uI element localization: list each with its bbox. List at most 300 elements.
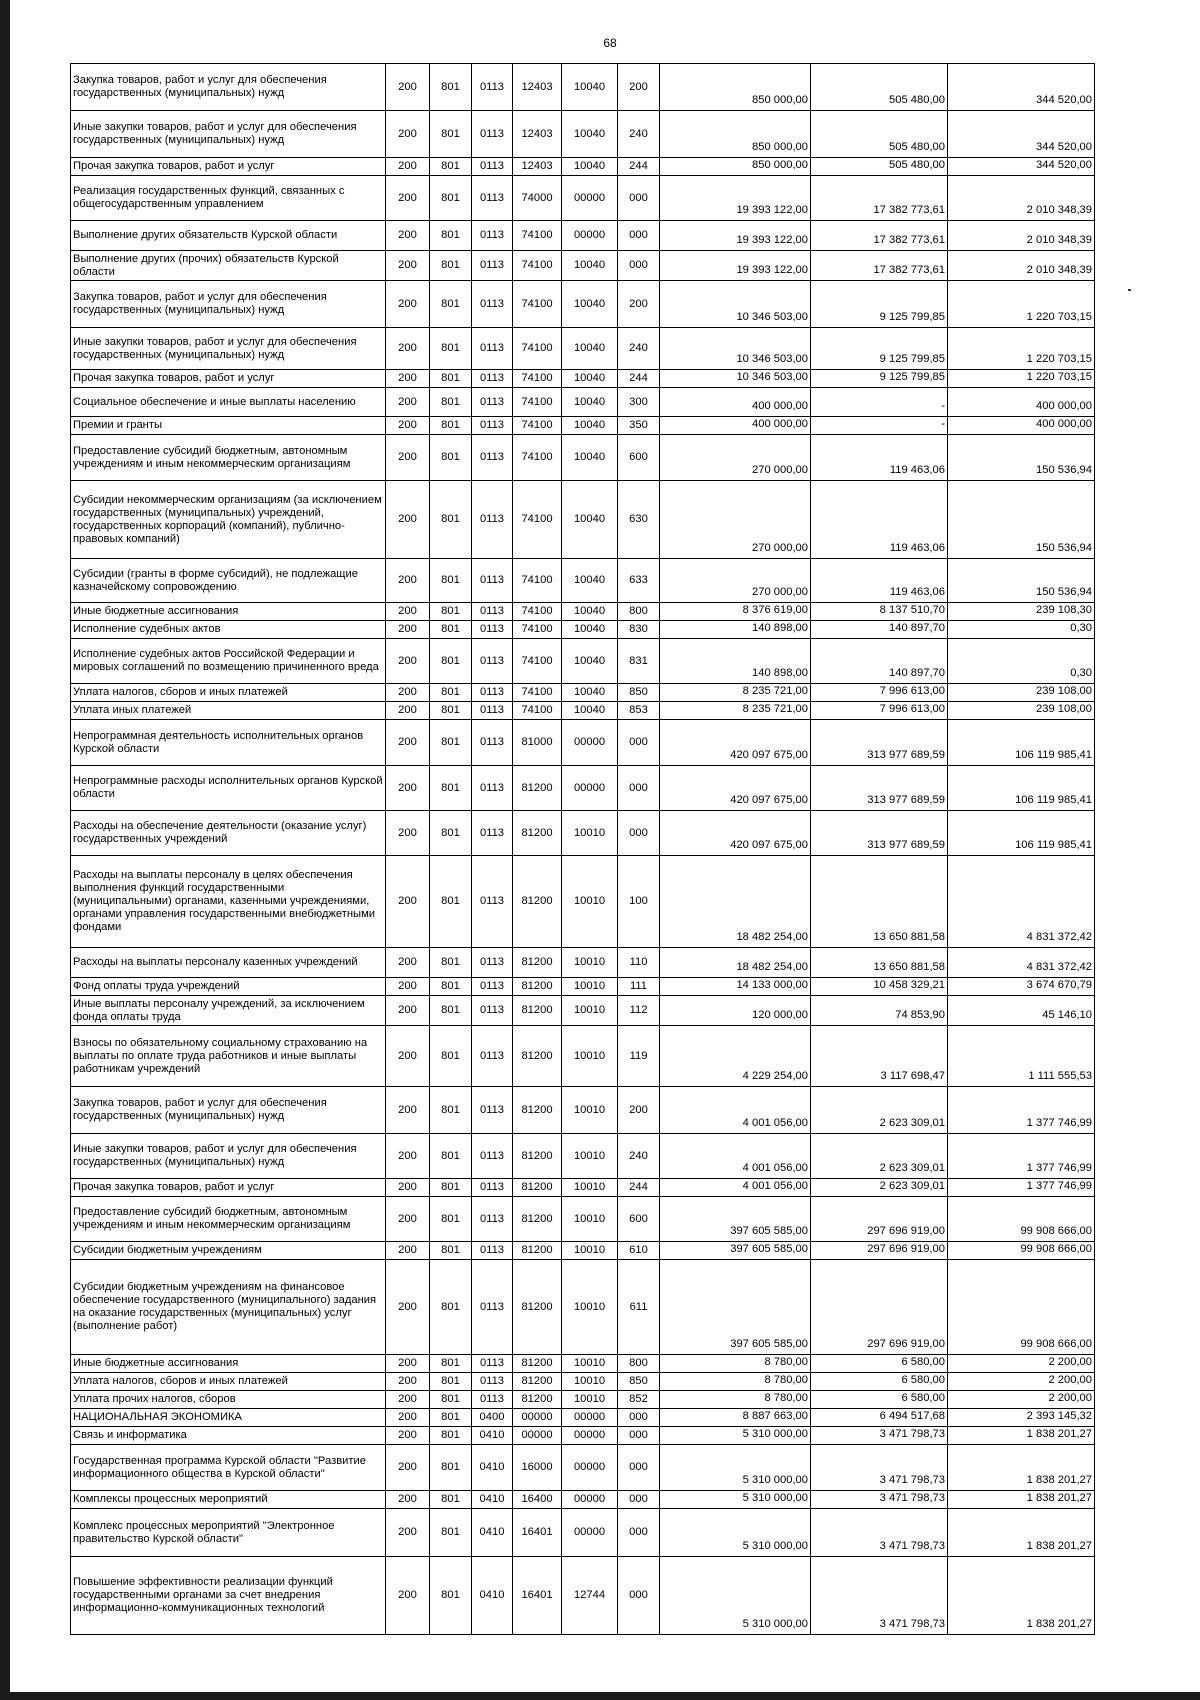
cell-expense-type-code: 350: [618, 417, 660, 435]
cell-section-code: 801: [430, 1509, 472, 1557]
cell-remaining-amount: 4 831 372,42: [948, 856, 1095, 948]
cell-remaining-amount: 99 908 666,00: [948, 1242, 1095, 1260]
cell-program-code: 12403: [513, 111, 562, 158]
cell-program-code: 81200: [513, 1391, 562, 1409]
cell-direction-code: 00000: [562, 1409, 618, 1427]
cell-section-code: 801: [430, 1242, 472, 1260]
cell-subsection-code: 0113: [472, 388, 513, 417]
table-row: [71, 1087, 1095, 1134]
cell-planned-amount: 4 001 056,00: [660, 1179, 811, 1197]
table-row: [71, 251, 1095, 281]
cell-name: Расходы на обеспечение деятельности (оказание услуг) государственных учреждений: [71, 811, 386, 856]
cell-name: Уплата иных платежей: [71, 702, 386, 720]
cell-program-code: 81200: [513, 1134, 562, 1179]
cell-program-code: 81200: [513, 1197, 562, 1242]
cell-direction-code: 10040: [562, 251, 618, 281]
cell-expense-type-code: 000: [618, 1427, 660, 1445]
cell-planned-amount: 397 605 585,00: [660, 1260, 811, 1355]
cell-planned-amount: 19 393 122,00: [660, 251, 811, 281]
table-row: [71, 603, 1095, 621]
cell-planned-amount: 397 605 585,00: [660, 1242, 811, 1260]
table-row: [71, 1134, 1095, 1179]
cell-direction-code: 10040: [562, 328, 618, 370]
cell-ved-code: 200: [386, 1391, 430, 1409]
table-row: [71, 978, 1095, 996]
cell-ved-code: 200: [386, 1134, 430, 1179]
cell-subsection-code: 0113: [472, 64, 513, 111]
cell-expense-type-code: 850: [618, 1373, 660, 1391]
table-row: [71, 1491, 1095, 1509]
cell-remaining-amount: 344 520,00: [948, 111, 1095, 158]
cell-subsection-code: 0113: [472, 1179, 513, 1197]
cell-subsection-code: 0113: [472, 251, 513, 281]
cell-ved-code: 200: [386, 1260, 430, 1355]
cell-remaining-amount: 239 108,00: [948, 684, 1095, 702]
cell-subsection-code: 0113: [472, 1355, 513, 1373]
table-row: [71, 435, 1095, 481]
cell-direction-code: 00000: [562, 1491, 618, 1509]
cell-remaining-amount: 1 838 201,27: [948, 1491, 1095, 1509]
cell-remaining-amount: 239 108,00: [948, 702, 1095, 720]
table-row: [71, 766, 1095, 811]
cell-planned-amount: 120 000,00: [660, 996, 811, 1026]
cell-direction-code: 00000: [562, 1445, 618, 1491]
cell-section-code: 801: [430, 559, 472, 603]
cell-direction-code: 10010: [562, 996, 618, 1026]
cell-executed-amount: 119 463,06: [811, 435, 948, 481]
cell-name: Субсидии бюджетным учреждениям на финансовое обеспечение государственного (муниципального) задания на оказание государственных (муниципальных) услуг (выполнение работ): [71, 1260, 386, 1355]
cell-expense-type-code: 300: [618, 388, 660, 417]
table-row: [71, 559, 1095, 603]
cell-remaining-amount: 106 119 985,41: [948, 766, 1095, 811]
cell-subsection-code: 0113: [472, 281, 513, 328]
cell-program-code: 81200: [513, 811, 562, 856]
cell-ved-code: 200: [386, 978, 430, 996]
cell-direction-code: 10040: [562, 621, 618, 639]
cell-direction-code: 10040: [562, 417, 618, 435]
cell-section-code: 801: [430, 158, 472, 176]
cell-expense-type-code: 611: [618, 1260, 660, 1355]
cell-section-code: 801: [430, 1260, 472, 1355]
table-row: [71, 1260, 1095, 1355]
table-row: [71, 328, 1095, 370]
cell-executed-amount: 13 650 881,58: [811, 856, 948, 948]
cell-expense-type-code: 244: [618, 1179, 660, 1197]
cell-name: Расходы на выплаты персоналу казенных учреждений: [71, 948, 386, 978]
cell-program-code: 74100: [513, 481, 562, 559]
cell-section-code: 801: [430, 621, 472, 639]
table-row: [71, 1355, 1095, 1373]
cell-subsection-code: 0113: [472, 559, 513, 603]
cell-name: Повышение эффективности реализации функций государственными органами за счет внедрения информационно-коммуникационных технологий: [71, 1557, 386, 1635]
cell-program-code: 74100: [513, 603, 562, 621]
cell-section-code: 801: [430, 1179, 472, 1197]
cell-executed-amount: 6 580,00: [811, 1373, 948, 1391]
table-row: [71, 1373, 1095, 1391]
cell-executed-amount: 2 623 309,01: [811, 1134, 948, 1179]
cell-name: Выполнение других (прочих) обязательств Курской области: [71, 251, 386, 281]
cell-expense-type-code: 119: [618, 1026, 660, 1087]
cell-program-code: 81200: [513, 978, 562, 996]
cell-subsection-code: 0113: [472, 684, 513, 702]
cell-section-code: 801: [430, 1557, 472, 1635]
cell-remaining-amount: 150 536,94: [948, 559, 1095, 603]
cell-ved-code: 200: [386, 996, 430, 1026]
cell-name: Уплата налогов, сборов и иных платежей: [71, 684, 386, 702]
cell-expense-type-code: 200: [618, 1087, 660, 1134]
cell-ved-code: 200: [386, 370, 430, 388]
cell-section-code: 801: [430, 978, 472, 996]
cell-name: Реализация государственных функций, связанных с общегосударственным управлением: [71, 176, 386, 221]
cell-subsection-code: 0113: [472, 1260, 513, 1355]
cell-direction-code: 00000: [562, 221, 618, 251]
cell-subsection-code: 0113: [472, 1134, 513, 1179]
cell-program-code: 16400: [513, 1491, 562, 1509]
cell-executed-amount: 17 382 773,61: [811, 176, 948, 221]
cell-section-code: 801: [430, 948, 472, 978]
cell-program-code: 81200: [513, 1355, 562, 1373]
cell-direction-code: 10010: [562, 1260, 618, 1355]
cell-program-code: 00000: [513, 1409, 562, 1427]
cell-name: Комплекс процессных мероприятий "Электронное правительство Курской области": [71, 1509, 386, 1557]
cell-ved-code: 200: [386, 1445, 430, 1491]
cell-ved-code: 200: [386, 766, 430, 811]
cell-section-code: 801: [430, 1427, 472, 1445]
cell-section-code: 801: [430, 435, 472, 481]
cell-expense-type-code: 111: [618, 978, 660, 996]
cell-expense-type-code: 000: [618, 1557, 660, 1635]
cell-program-code: 81000: [513, 720, 562, 766]
cell-planned-amount: 270 000,00: [660, 435, 811, 481]
cell-executed-amount: 119 463,06: [811, 481, 948, 559]
cell-section-code: 801: [430, 1409, 472, 1427]
cell-remaining-amount: 150 536,94: [948, 481, 1095, 559]
cell-name: Уплата налогов, сборов и иных платежей: [71, 1373, 386, 1391]
cell-direction-code: 10040: [562, 603, 618, 621]
cell-ved-code: 200: [386, 435, 430, 481]
table-row: [71, 1391, 1095, 1409]
cell-section-code: 801: [430, 251, 472, 281]
cell-direction-code: 10010: [562, 811, 618, 856]
cell-remaining-amount: 2 010 348,39: [948, 221, 1095, 251]
cell-direction-code: 10040: [562, 370, 618, 388]
cell-ved-code: 200: [386, 328, 430, 370]
cell-program-code: 81200: [513, 766, 562, 811]
cell-direction-code: 10010: [562, 1197, 618, 1242]
cell-ved-code: 200: [386, 1355, 430, 1373]
cell-planned-amount: 4 001 056,00: [660, 1087, 811, 1134]
cell-executed-amount: 140 897,70: [811, 639, 948, 684]
cell-executed-amount: 140 897,70: [811, 621, 948, 639]
cell-direction-code: 10040: [562, 702, 618, 720]
cell-expense-type-code: 000: [618, 811, 660, 856]
cell-executed-amount: 17 382 773,61: [811, 251, 948, 281]
cell-executed-amount: 9 125 799,85: [811, 281, 948, 328]
cell-planned-amount: 140 898,00: [660, 639, 811, 684]
table-row: [71, 1557, 1095, 1635]
cell-name: Социальное обеспечение и иные выплаты населению: [71, 388, 386, 417]
cell-program-code: 81200: [513, 1179, 562, 1197]
cell-section-code: 801: [430, 603, 472, 621]
cell-remaining-amount: 1 838 201,27: [948, 1509, 1095, 1557]
cell-subsection-code: 0113: [472, 1391, 513, 1409]
cell-expense-type-code: 000: [618, 766, 660, 811]
cell-remaining-amount: 344 520,00: [948, 158, 1095, 176]
cell-subsection-code: 0113: [472, 1026, 513, 1087]
cell-expense-type-code: 000: [618, 176, 660, 221]
cell-ved-code: 200: [386, 481, 430, 559]
cell-executed-amount: 3 471 798,73: [811, 1491, 948, 1509]
cell-planned-amount: 18 482 254,00: [660, 856, 811, 948]
cell-name: Взносы по обязательному социальному страхованию на выплаты по оплате труда работников и иные выплаты работникам учреждений: [71, 1026, 386, 1087]
cell-name: Иные бюджетные ассигнования: [71, 603, 386, 621]
cell-expense-type-code: 600: [618, 435, 660, 481]
cell-remaining-amount: 2 200,00: [948, 1373, 1095, 1391]
table-row: [71, 281, 1095, 328]
cell-expense-type-code: 200: [618, 281, 660, 328]
table-row: [71, 996, 1095, 1026]
cell-program-code: 81200: [513, 996, 562, 1026]
cell-section-code: 801: [430, 1197, 472, 1242]
cell-planned-amount: 5 310 000,00: [660, 1491, 811, 1509]
cell-expense-type-code: 240: [618, 328, 660, 370]
table-row: [71, 221, 1095, 251]
cell-subsection-code: 0113: [472, 1087, 513, 1134]
cell-ved-code: 200: [386, 856, 430, 948]
cell-planned-amount: 4 229 254,00: [660, 1026, 811, 1087]
cell-section-code: 801: [430, 639, 472, 684]
cell-planned-amount: 850 000,00: [660, 64, 811, 111]
cell-program-code: 81200: [513, 1260, 562, 1355]
cell-executed-amount: 17 382 773,61: [811, 221, 948, 251]
cell-program-code: 81200: [513, 1373, 562, 1391]
table-row: [71, 1445, 1095, 1491]
cell-planned-amount: 8 780,00: [660, 1391, 811, 1409]
cell-section-code: 801: [430, 481, 472, 559]
cell-remaining-amount: 1 377 746,99: [948, 1087, 1095, 1134]
cell-remaining-amount: 1 377 746,99: [948, 1179, 1095, 1197]
cell-section-code: 801: [430, 684, 472, 702]
cell-executed-amount: 74 853,90: [811, 996, 948, 1026]
cell-executed-amount: 2 623 309,01: [811, 1087, 948, 1134]
cell-expense-type-code: 000: [618, 720, 660, 766]
cell-remaining-amount: 2 010 348,39: [948, 251, 1095, 281]
table-row: [71, 948, 1095, 978]
table-row: [71, 111, 1095, 158]
cell-executed-amount: 297 696 919,00: [811, 1260, 948, 1355]
cell-planned-amount: 8 376 619,00: [660, 603, 811, 621]
table-row: [71, 64, 1095, 111]
page-number: 68: [603, 36, 617, 50]
cell-subsection-code: 0410: [472, 1491, 513, 1509]
cell-ved-code: 200: [386, 603, 430, 621]
cell-direction-code: 10010: [562, 1242, 618, 1260]
cell-expense-type-code: 112: [618, 996, 660, 1026]
cell-direction-code: 10040: [562, 559, 618, 603]
cell-name: Субсидии некоммерческим организациям (за исключением государственных (муниципальных) учреждений, государственных корпораций (компаний), публично-правовых компаний): [71, 481, 386, 559]
cell-direction-code: 00000: [562, 720, 618, 766]
cell-executed-amount: 6 494 517,68: [811, 1409, 948, 1427]
cell-remaining-amount: 106 119 985,41: [948, 720, 1095, 766]
cell-subsection-code: 0113: [472, 417, 513, 435]
table-row: [71, 856, 1095, 948]
cell-ved-code: 200: [386, 639, 430, 684]
table-row: [71, 1409, 1095, 1427]
cell-ved-code: 200: [386, 559, 430, 603]
cell-section-code: 801: [430, 996, 472, 1026]
cell-name: Фонд оплаты труда учреждений: [71, 978, 386, 996]
cell-subsection-code: 0113: [472, 720, 513, 766]
cell-name: Субсидии бюджетным учреждениям: [71, 1242, 386, 1260]
cell-remaining-amount: 239 108,30: [948, 603, 1095, 621]
cell-section-code: 801: [430, 1491, 472, 1509]
cell-remaining-amount: 2 393 145,32: [948, 1409, 1095, 1427]
cell-direction-code: 10040: [562, 639, 618, 684]
cell-ved-code: 200: [386, 1242, 430, 1260]
scan-speck: [1128, 289, 1131, 291]
cell-planned-amount: 850 000,00: [660, 158, 811, 176]
cell-program-code: 74100: [513, 435, 562, 481]
cell-ved-code: 200: [386, 621, 430, 639]
cell-direction-code: 10040: [562, 64, 618, 111]
cell-name: Иные бюджетные ассигнования: [71, 1355, 386, 1373]
cell-ved-code: 200: [386, 158, 430, 176]
cell-remaining-amount: 1 838 201,27: [948, 1427, 1095, 1445]
cell-subsection-code: 0113: [472, 328, 513, 370]
cell-remaining-amount: 1 838 201,27: [948, 1445, 1095, 1491]
cell-expense-type-code: 244: [618, 370, 660, 388]
cell-program-code: 74100: [513, 559, 562, 603]
cell-executed-amount: 6 580,00: [811, 1355, 948, 1373]
cell-section-code: 801: [430, 1026, 472, 1087]
cell-ved-code: 200: [386, 1197, 430, 1242]
cell-subsection-code: 0400: [472, 1409, 513, 1427]
cell-program-code: 74100: [513, 621, 562, 639]
cell-name: Предоставление субсидий бюджетным, автономным учреждениям и иным некоммерческим организациям: [71, 1197, 386, 1242]
cell-subsection-code: 0113: [472, 176, 513, 221]
cell-direction-code: 10040: [562, 388, 618, 417]
cell-program-code: 81200: [513, 1087, 562, 1134]
cell-name: Исполнение судебных актов: [71, 621, 386, 639]
cell-program-code: 16000: [513, 1445, 562, 1491]
cell-executed-amount: 7 996 613,00: [811, 684, 948, 702]
cell-executed-amount: -: [811, 417, 948, 435]
cell-planned-amount: 420 097 675,00: [660, 720, 811, 766]
table-row: [71, 417, 1095, 435]
cell-planned-amount: 8 887 663,00: [660, 1409, 811, 1427]
cell-name: Прочая закупка товаров, работ и услуг: [71, 1179, 386, 1197]
cell-executed-amount: 505 480,00: [811, 64, 948, 111]
cell-remaining-amount: 99 908 666,00: [948, 1197, 1095, 1242]
cell-remaining-amount: 1 220 703,15: [948, 328, 1095, 370]
cell-subsection-code: 0113: [472, 1373, 513, 1391]
table-row: [71, 684, 1095, 702]
cell-executed-amount: 3 471 798,73: [811, 1445, 948, 1491]
cell-program-code: 12403: [513, 158, 562, 176]
cell-section-code: 801: [430, 388, 472, 417]
cell-name: Государственная программа Курской области "Развитие информационного общества в Курской области": [71, 1445, 386, 1491]
cell-expense-type-code: 800: [618, 603, 660, 621]
cell-subsection-code: 0113: [472, 856, 513, 948]
cell-remaining-amount: 400 000,00: [948, 388, 1095, 417]
cell-planned-amount: 18 482 254,00: [660, 948, 811, 978]
cell-name: Иные закупки товаров, работ и услуг для обеспечения государственных (муниципальных) нужд: [71, 111, 386, 158]
cell-program-code: 81200: [513, 1026, 562, 1087]
cell-program-code: 74000: [513, 176, 562, 221]
cell-remaining-amount: 99 908 666,00: [948, 1260, 1095, 1355]
cell-section-code: 801: [430, 766, 472, 811]
cell-direction-code: 10010: [562, 856, 618, 948]
cell-expense-type-code: 200: [618, 64, 660, 111]
cell-subsection-code: 0113: [472, 621, 513, 639]
cell-program-code: 74100: [513, 251, 562, 281]
cell-ved-code: 200: [386, 251, 430, 281]
cell-planned-amount: 8 235 721,00: [660, 702, 811, 720]
cell-expense-type-code: 000: [618, 1509, 660, 1557]
cell-program-code: 16401: [513, 1509, 562, 1557]
cell-direction-code: 10010: [562, 978, 618, 996]
cell-subsection-code: 0113: [472, 370, 513, 388]
cell-remaining-amount: 400 000,00: [948, 417, 1095, 435]
cell-program-code: 74100: [513, 281, 562, 328]
cell-planned-amount: 8 235 721,00: [660, 684, 811, 702]
cell-executed-amount: 297 696 919,00: [811, 1242, 948, 1260]
cell-program-code: 74100: [513, 370, 562, 388]
cell-remaining-amount: 3 674 670,79: [948, 978, 1095, 996]
cell-ved-code: 200: [386, 684, 430, 702]
cell-executed-amount: -: [811, 388, 948, 417]
cell-expense-type-code: 000: [618, 221, 660, 251]
cell-direction-code: 10010: [562, 948, 618, 978]
cell-executed-amount: 9 125 799,85: [811, 328, 948, 370]
cell-direction-code: 10040: [562, 158, 618, 176]
cell-direction-code: 00000: [562, 1509, 618, 1557]
cell-planned-amount: 10 346 503,00: [660, 370, 811, 388]
cell-program-code: 74100: [513, 684, 562, 702]
cell-direction-code: 10040: [562, 111, 618, 158]
cell-program-code: 00000: [513, 1427, 562, 1445]
cell-direction-code: 10040: [562, 435, 618, 481]
cell-section-code: 801: [430, 370, 472, 388]
cell-planned-amount: 4 001 056,00: [660, 1134, 811, 1179]
cell-name: Прочая закупка товаров, работ и услуг: [71, 370, 386, 388]
cell-subsection-code: 0113: [472, 978, 513, 996]
cell-program-code: 81200: [513, 1242, 562, 1260]
cell-name: Исполнение судебных актов Российской Федерации и мировых соглашений по возмещению причиненного вреда: [71, 639, 386, 684]
cell-program-code: 81200: [513, 856, 562, 948]
cell-ved-code: 200: [386, 702, 430, 720]
cell-remaining-amount: 1 111 555,53: [948, 1026, 1095, 1087]
cell-planned-amount: 420 097 675,00: [660, 811, 811, 856]
cell-planned-amount: 5 310 000,00: [660, 1509, 811, 1557]
cell-direction-code: 00000: [562, 766, 618, 811]
cell-expense-type-code: 853: [618, 702, 660, 720]
cell-name: Премии и гранты: [71, 417, 386, 435]
cell-section-code: 801: [430, 1087, 472, 1134]
cell-executed-amount: 297 696 919,00: [811, 1197, 948, 1242]
cell-direction-code: 10040: [562, 684, 618, 702]
cell-planned-amount: 270 000,00: [660, 559, 811, 603]
cell-planned-amount: 270 000,00: [660, 481, 811, 559]
cell-program-code: 12403: [513, 64, 562, 111]
cell-expense-type-code: 633: [618, 559, 660, 603]
cell-expense-type-code: 852: [618, 1391, 660, 1409]
cell-planned-amount: 400 000,00: [660, 388, 811, 417]
cell-planned-amount: 19 393 122,00: [660, 176, 811, 221]
table-row: [71, 481, 1095, 559]
cell-planned-amount: 420 097 675,00: [660, 766, 811, 811]
cell-section-code: 801: [430, 1445, 472, 1491]
